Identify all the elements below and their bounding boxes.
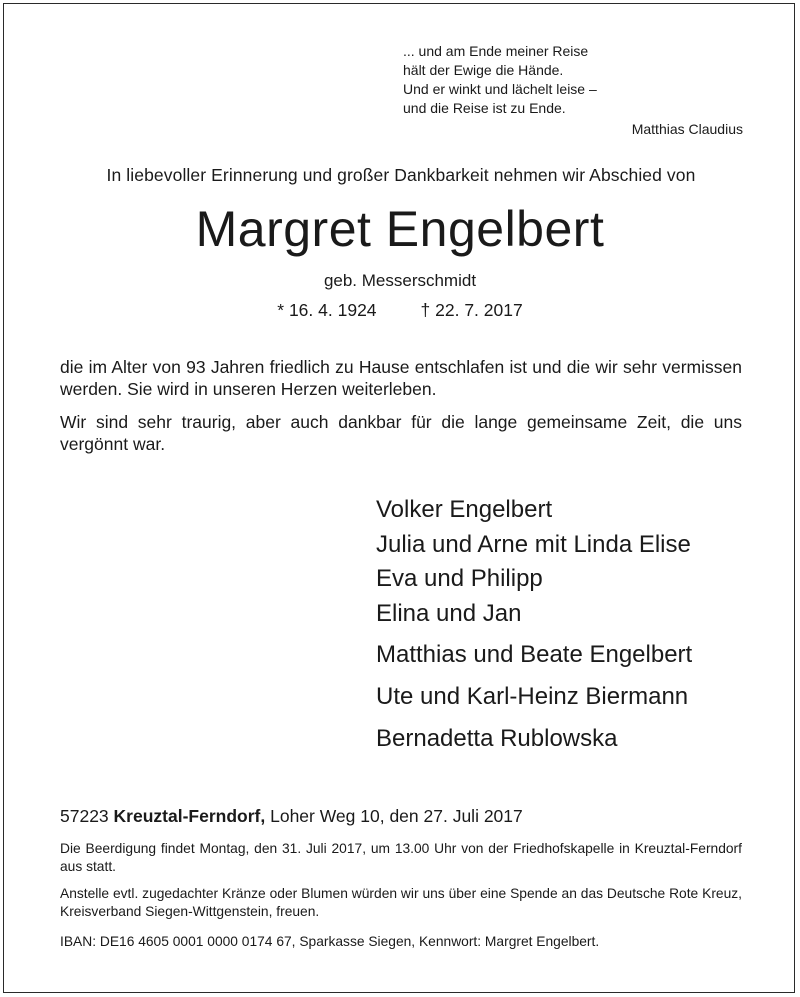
family-list [376, 493, 776, 757]
poem-block [403, 42, 743, 139]
family-member: Julia und Arne mit Linda Elise [376, 530, 691, 558]
deceased-name: Margret Engelbert [195, 201, 605, 257]
intro-text: In liebevoller Erinnerung und großer Dankbarkeit nehmen wir Abschied von [106, 165, 696, 185]
poem-line: und die Reise ist zu Ende. [403, 100, 566, 116]
donation-note: Anstelle evtl. zugedachter Kränze oder Blumen würden wir uns über eine Spende an das Deutsche Rote Kreuz, Kreisverband Siegen-Wittgenstein, freuen. [60, 886, 742, 919]
iban-note: IBAN: DE16 4605 0001 0000 0174 67, Sparkasse Siegen, Kennwort: Margret Engelbert. [60, 934, 600, 949]
street-date: Loher Weg 10, den 27. Juli 2017 [270, 806, 523, 826]
poem-line: hält der Ewige die Hände. [403, 62, 564, 78]
birth-date: * 16. 4. 1924 [277, 300, 377, 320]
poem-author: Matthias Claudius [631, 121, 743, 137]
death-date: † 22. 7. 2017 [420, 300, 523, 320]
funeral-note: Die Beerdigung findet Montag, den 31. Juli 2017, um 13.00 Uhr von der Friedhofskapelle in Kreuztal-Ferndorf aus statt. [60, 841, 742, 874]
birth-name: geb. Messerschmidt [323, 271, 477, 290]
poem-line: ... und am Ende meiner Reise [403, 43, 589, 59]
family-member: Ute und Karl-Heinz Biermann [376, 683, 689, 710]
family-member: Elina und Jan [376, 599, 522, 627]
life-dates [0, 300, 800, 321]
family-member: Volker Engelbert [376, 496, 553, 523]
family-member: Eva und Philipp [376, 565, 543, 592]
family-member: Bernadetta Rublowska [376, 725, 618, 752]
address-line [60, 806, 750, 827]
postcode: 57223 [60, 806, 109, 826]
poem-line: Und er winkt und lächelt leise – [403, 81, 597, 97]
tribute-paragraph: Wir sind sehr traurig, aber auch dankbar für die lange gemeinsame Zeit, die uns vergönnt war. [60, 412, 742, 454]
family-member: Matthias und Beate Engelbert [376, 641, 693, 668]
tribute-paragraph: die im Alter von 93 Jahren friedlich zu Hause entschlafen ist und die wir sehr vermissen werden. Sie wird in unseren Herzen weiterleben. [60, 357, 742, 399]
town: Kreuztal-Ferndorf, [113, 806, 266, 826]
